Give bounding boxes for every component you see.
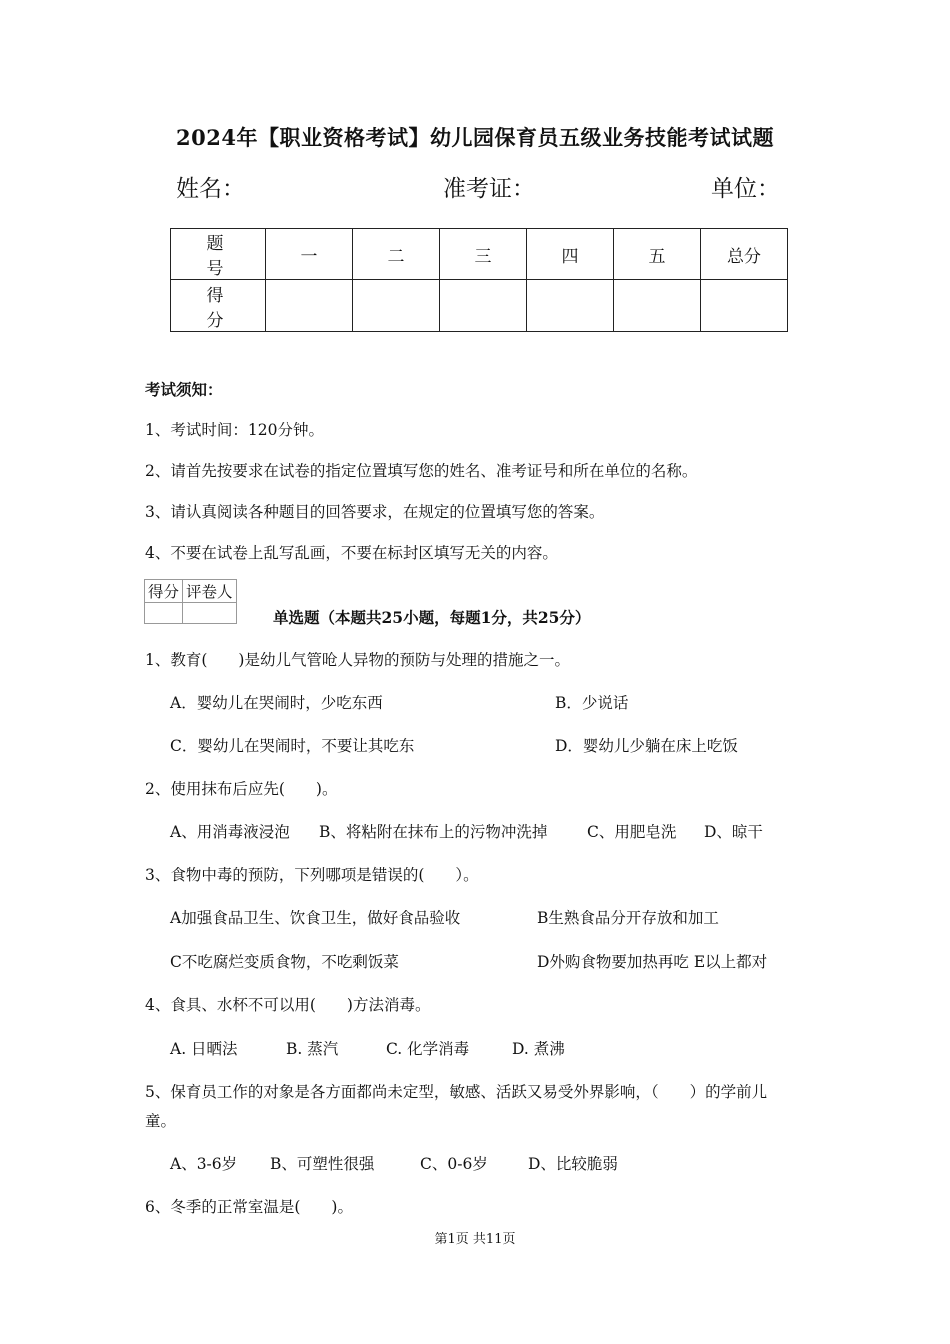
question-stem: 3、食物中毒的预防，下列哪项是错误的( ）。 [145, 866, 479, 884]
notice-item: 3、请认真阅读各种题目的回答要求，在规定的位置填写您的答案。 [145, 503, 605, 521]
grader-name-label: 评卷人 [183, 580, 237, 603]
page-title: 2024年【职业资格考试】幼儿园保育员五级业务技能考试试题 [176, 125, 774, 150]
notice-item: 4、不要在试卷上乱写乱画，不要在标封区填写无关的内容。 [145, 544, 558, 562]
grader-name-cell[interactable] [183, 603, 237, 624]
question-stem: 6、冬季的正常室温是( )。 [145, 1198, 353, 1216]
score-table-header-row [171, 229, 788, 280]
score-table-score-row [171, 280, 788, 332]
answer-option[interactable]: A加强食品卫生、饮食卫生，做好食品验收 [170, 909, 461, 927]
answer-option[interactable]: B．少说话 [555, 694, 629, 712]
question-stem: 4、食具、水杯不可以用( )方法消毒。 [145, 996, 431, 1014]
answer-option[interactable]: B、将粘附在抹布上的污物冲洗掉 [319, 823, 548, 841]
score-cell[interactable] [701, 280, 788, 332]
score-header-cell: 四 [527, 229, 614, 280]
unit-label: 单位： [711, 176, 780, 202]
question-stem: 2、使用抹布后应先( )。 [145, 780, 338, 798]
score-header-cell: 一 [266, 229, 353, 280]
score-table [170, 228, 788, 332]
question-stem-continued: 童。 [145, 1112, 177, 1130]
score-cell[interactable] [614, 280, 701, 332]
grader-score-cell[interactable] [145, 603, 183, 624]
answer-option[interactable]: D、比较脆弱 [528, 1155, 618, 1173]
score-cell[interactable] [440, 280, 527, 332]
section-heading: 单选题（本题共25小题，每题1分，共25分） [273, 608, 591, 627]
notice-item: 1、考试时间：120分钟。 [145, 421, 324, 439]
question-stem: 5、保育员工作的对象是各方面都尚未定型，敏感、活跃又易受外界影响，（ ）的学前儿 [145, 1083, 768, 1101]
answer-option[interactable]: C、用肥皂洗 [587, 823, 677, 841]
answer-option[interactable]: C．婴幼儿在哭闹时，不要让其吃东 [170, 737, 415, 755]
score-header-cell: 二 [353, 229, 440, 280]
answer-option[interactable]: D. 煮沸 [512, 1040, 565, 1058]
answer-option[interactable]: D外购食物要加热再吃 E以上都对 [537, 953, 768, 971]
answer-option[interactable]: D、晾干 [704, 823, 763, 841]
answer-option[interactable]: C. 化学消毒 [386, 1040, 470, 1058]
exam-number-label: 准考证： [443, 176, 535, 202]
answer-option[interactable]: A. 日晒法 [170, 1040, 238, 1058]
answer-option[interactable]: A、3-6岁 [170, 1155, 238, 1173]
answer-option[interactable]: B生熟食品分开存放和加工 [537, 909, 719, 927]
answer-option[interactable]: A．婴幼儿在哭闹时，少吃东西 [170, 694, 383, 712]
grader-table [144, 579, 237, 624]
score-cell[interactable] [266, 280, 353, 332]
score-cell[interactable] [527, 280, 614, 332]
answer-option[interactable]: C、0-6岁 [420, 1155, 488, 1173]
score-header-cell: 题 号 [171, 229, 266, 280]
notice-heading: 考试须知： [145, 380, 223, 399]
answer-option[interactable]: D．婴幼儿少躺在床上吃饭 [555, 737, 738, 755]
score-header-cell: 五 [614, 229, 701, 280]
score-header-cell: 三 [440, 229, 527, 280]
grader-score-label: 得分 [145, 580, 183, 603]
answer-option[interactable]: B. 蒸汽 [286, 1040, 339, 1058]
page-footer: 第1页 共11页 [434, 1232, 516, 1247]
answer-option[interactable]: A、用消毒液浸泡 [170, 823, 290, 841]
score-cell[interactable] [353, 280, 440, 332]
notice-item: 2、请首先按要求在试卷的指定位置填写您的姓名、准考证号和所在单位的名称。 [145, 462, 698, 480]
name-label: 姓名： [176, 176, 245, 202]
answer-option[interactable]: B、可塑性很强 [270, 1155, 375, 1173]
score-row-label: 得 分 [171, 280, 266, 332]
answer-option[interactable]: C不吃腐烂变质食物，不吃剩饭菜 [170, 953, 399, 971]
question-stem: 1、教育( )是幼儿气管呛人异物的预防与处理的措施之一。 [145, 651, 570, 669]
score-header-cell: 总分 [701, 229, 788, 280]
